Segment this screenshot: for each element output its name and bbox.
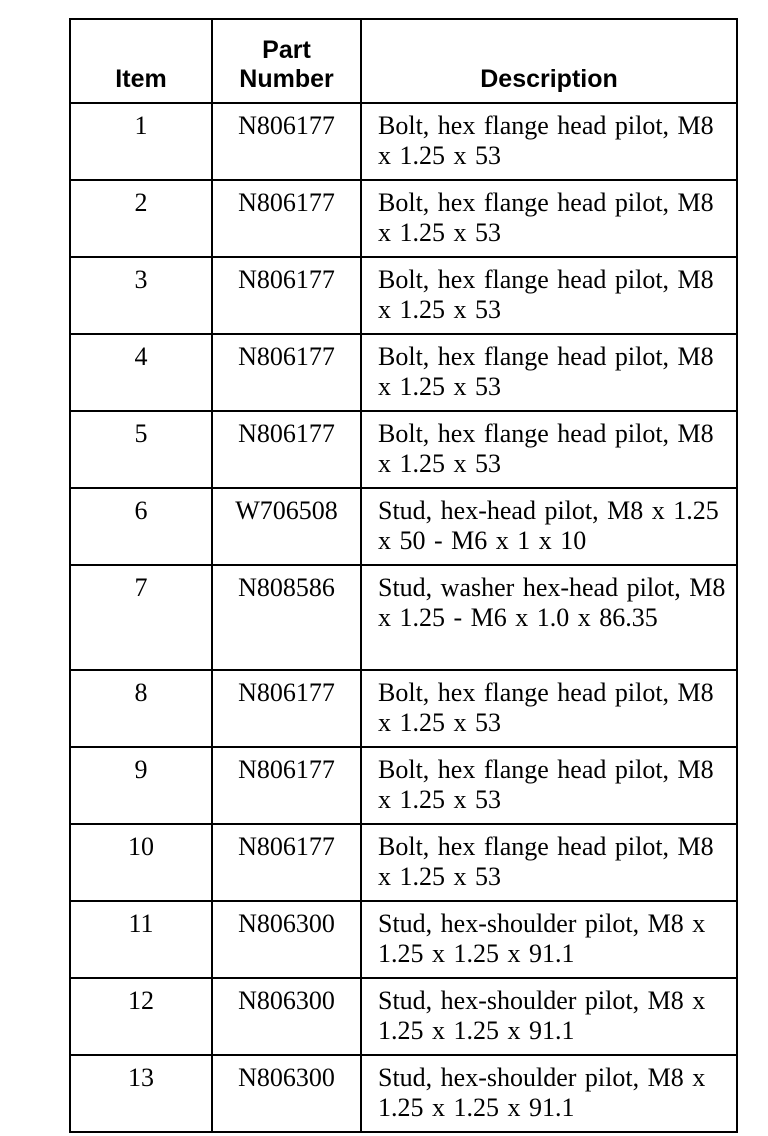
item-cell: 4 (70, 334, 212, 411)
description-cell: Bolt, hex flange head pilot, M8 x 1.25 x 53 (361, 334, 737, 411)
table-row (70, 257, 737, 334)
table-row (70, 1055, 737, 1132)
description-cell: Stud, hex-shoulder pilot, M8 x 1.25 x 1.25 x 91.1 (361, 1055, 737, 1132)
table-body (70, 103, 737, 1132)
table-row (70, 334, 737, 411)
table-row (70, 901, 737, 978)
table-row (70, 180, 737, 257)
description-cell: Bolt, hex flange head pilot, M8 x 1.25 x 53 (361, 411, 737, 488)
part-number-cell: N806300 (212, 901, 361, 978)
item-cell: 5 (70, 411, 212, 488)
description-cell: Bolt, hex flange head pilot, M8 x 1.25 x 53 (361, 257, 737, 334)
description-cell: Stud, hex-head pilot, M8 x 1.25 x 50 - M6 x 1 x 10 (361, 488, 737, 565)
item-cell: 8 (70, 670, 212, 747)
table-row (70, 103, 737, 180)
table-row (70, 411, 737, 488)
part-number-cell: N808586 (212, 565, 361, 670)
part-number-cell: N806177 (212, 411, 361, 488)
table-row (70, 978, 737, 1055)
description-cell: Stud, hex-shoulder pilot, M8 x 1.25 x 1.25 x 91.1 (361, 901, 737, 978)
description-cell: Stud, washer hex-head pilot, M8 x 1.25 - M6 x 1.0 x 86.35 (361, 565, 737, 670)
part-number-cell: N806177 (212, 257, 361, 334)
header-part-number (212, 19, 361, 103)
item-cell: 11 (70, 901, 212, 978)
item-cell: 6 (70, 488, 212, 565)
part-number-cell: N806300 (212, 1055, 361, 1132)
item-cell: 12 (70, 978, 212, 1055)
part-number-cell: N806177 (212, 103, 361, 180)
table-row (70, 670, 737, 747)
description-cell: Bolt, hex flange head pilot, M8 x 1.25 x 53 (361, 180, 737, 257)
header-description: Description (361, 19, 737, 103)
part-number-cell: N806177 (212, 180, 361, 257)
header-item: Item (70, 19, 212, 103)
item-cell: 3 (70, 257, 212, 334)
table-header (70, 19, 737, 103)
table-row (70, 488, 737, 565)
table-row (70, 824, 737, 901)
part-number-cell: W706508 (212, 488, 361, 565)
item-cell: 1 (70, 103, 212, 180)
part-number-cell: N806177 (212, 747, 361, 824)
table-row (70, 747, 737, 824)
part-number-cell: N806177 (212, 824, 361, 901)
header-part-number-line1: Part (262, 36, 311, 64)
part-number-cell: N806300 (212, 978, 361, 1055)
header-part-number-line2: Number (239, 65, 334, 93)
table-row (70, 565, 737, 670)
parts-table (69, 18, 738, 1133)
item-cell: 7 (70, 565, 212, 670)
header-row (70, 19, 737, 103)
item-cell: 13 (70, 1055, 212, 1132)
part-number-cell: N806177 (212, 670, 361, 747)
description-cell: Bolt, hex flange head pilot, M8 x 1.25 x 53 (361, 670, 737, 747)
item-cell: 9 (70, 747, 212, 824)
description-cell: Bolt, hex flange head pilot, M8 x 1.25 x 53 (361, 824, 737, 901)
part-number-cell: N806177 (212, 334, 361, 411)
item-cell: 2 (70, 180, 212, 257)
description-cell: Bolt, hex flange head pilot, M8 x 1.25 x 53 (361, 103, 737, 180)
description-cell: Stud, hex-shoulder pilot, M8 x 1.25 x 1.25 x 91.1 (361, 978, 737, 1055)
item-cell: 10 (70, 824, 212, 901)
description-cell: Bolt, hex flange head pilot, M8 x 1.25 x 53 (361, 747, 737, 824)
